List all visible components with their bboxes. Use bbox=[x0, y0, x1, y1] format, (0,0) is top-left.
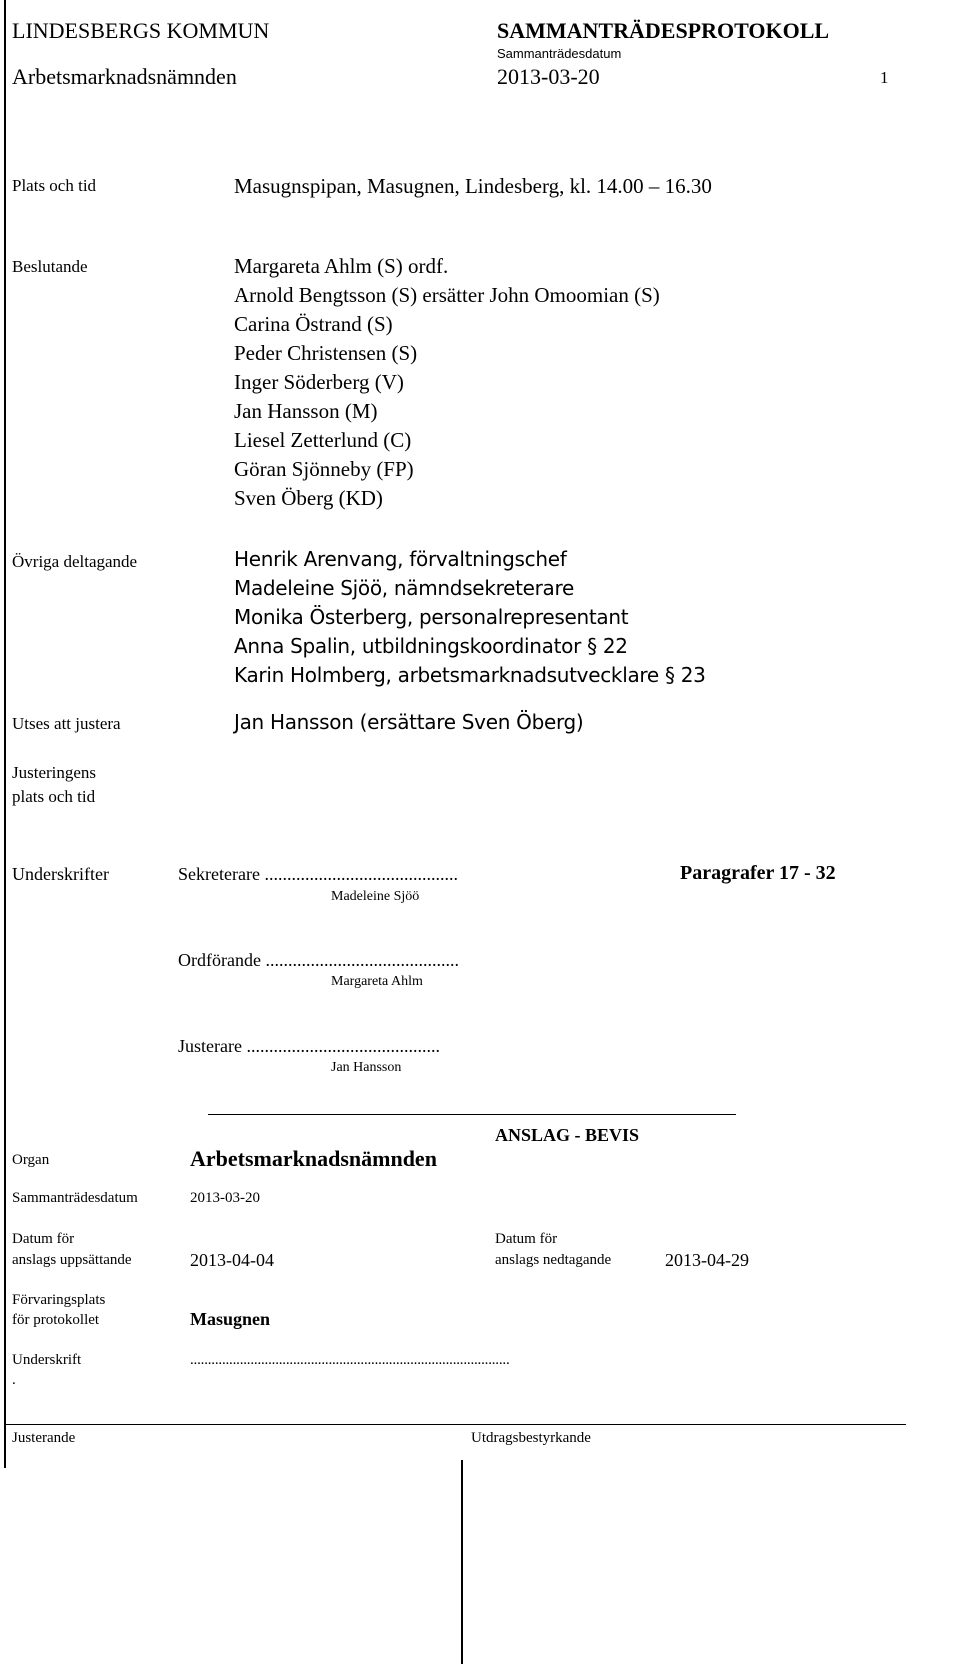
municipality-name: LINDESBERGS KOMMUN bbox=[12, 18, 270, 43]
others-label: Övriga deltagande bbox=[12, 552, 138, 571]
adjuster-name: Jan Hansson bbox=[331, 1060, 402, 1075]
other-participant-item: Karin Holmberg, arbetsmarknadsutvecklare § 23 bbox=[234, 663, 706, 687]
meeting-date: 2013-03-20 bbox=[497, 64, 600, 89]
adjust-place-label-line2: plats och tid bbox=[12, 787, 96, 806]
decider-item: Carina Östrand (S) bbox=[234, 312, 393, 336]
decider-item: Arnold Bengtsson (S) ersätter John Omoomian (S) bbox=[234, 283, 660, 307]
document-type: SAMMANTRÄDESPROTOKOLL bbox=[497, 18, 830, 43]
place-label: Plats och tid bbox=[12, 176, 97, 195]
adjuster-signature-line: Justerare ........................................... bbox=[178, 1036, 440, 1056]
signatures-label: Underskrifter bbox=[12, 864, 109, 884]
other-participant-item: Monika Österberg, personalrepresentant bbox=[234, 605, 629, 629]
place-value: Masugnspipan, Masugnen, Lindesberg, kl. 14.00 – 16.30 bbox=[234, 174, 712, 198]
posted-date-label-line2: anslags uppsättande bbox=[12, 1252, 132, 1268]
secretary-name: Madeleine Sjöö bbox=[331, 889, 420, 904]
anslag-title: ANSLAG - BEVIS bbox=[495, 1125, 640, 1145]
decider-item: Peder Christensen (S) bbox=[234, 341, 418, 365]
decider-item: Margareta Ahlm (S) ordf. bbox=[234, 254, 449, 278]
chair-signature-line: Ordförande ........................................... bbox=[178, 950, 459, 970]
certifying-label: Utdragsbestyrkande bbox=[471, 1430, 591, 1446]
signature-line: .......................................................................................... bbox=[190, 1352, 510, 1368]
committee-name: Arbetsmarknadsnämnden bbox=[12, 64, 237, 89]
storage-label-line1: Förvaringsplats bbox=[12, 1292, 106, 1308]
removed-date-label-line1: Datum för bbox=[495, 1231, 558, 1247]
footer-divider bbox=[461, 1460, 463, 1664]
page-number: 1 bbox=[880, 68, 889, 87]
others-list bbox=[234, 545, 706, 690]
removed-date-label-line2: anslags nedtagande bbox=[495, 1252, 612, 1268]
secretary-signature-line: Sekreterare ........................................... bbox=[178, 864, 458, 884]
adjuster-label: Utses att justera bbox=[12, 714, 121, 733]
paragraphs-range: Paragrafer 17 - 32 bbox=[680, 862, 836, 884]
storage-value: Masugnen bbox=[190, 1309, 271, 1329]
meeting-date-label: Sammanträdesdatum bbox=[12, 1190, 138, 1206]
signature-label: Underskrift bbox=[12, 1352, 82, 1368]
footer-separator bbox=[4, 1424, 906, 1425]
decider-item: Liesel Zetterlund (C) bbox=[234, 428, 412, 452]
removed-date-value: 2013-04-29 bbox=[665, 1250, 749, 1270]
decider-item: Göran Sjönneby (FP) bbox=[234, 457, 414, 481]
organ-value: Arbetsmarknadsnämnden bbox=[190, 1146, 437, 1171]
adjuster-value: Jan Hansson (ersättare Sven Öberg) bbox=[234, 710, 584, 734]
meeting-date-caption: Sammanträdesdatum bbox=[497, 46, 622, 61]
meeting-date-value: 2013-03-20 bbox=[190, 1190, 260, 1206]
decider-item: Jan Hansson (M) bbox=[234, 399, 378, 423]
stray-dot: . bbox=[12, 1372, 16, 1388]
anslag-separator bbox=[208, 1114, 736, 1115]
adjusting-label: Justerande bbox=[12, 1430, 76, 1446]
deciders-label: Beslutande bbox=[12, 257, 88, 276]
chair-name: Margareta Ahlm bbox=[331, 974, 423, 989]
other-participant-item: Madeleine Sjöö, nämndsekreterare bbox=[234, 576, 574, 600]
left-border bbox=[4, 0, 6, 1468]
storage-label-line2: för protokollet bbox=[12, 1312, 100, 1328]
adjust-place-label-line1: Justeringens bbox=[12, 763, 97, 782]
organ-label: Organ bbox=[12, 1152, 50, 1168]
other-participant-item: Anna Spalin, utbildningskoordinator § 22 bbox=[234, 634, 628, 658]
posted-date-label-line1: Datum för bbox=[12, 1231, 75, 1247]
deciders-list bbox=[234, 252, 660, 513]
other-participant-item: Henrik Arenvang, förvaltningschef bbox=[234, 547, 567, 571]
decider-item: Inger Söderberg (V) bbox=[234, 370, 404, 394]
decider-item: Sven Öberg (KD) bbox=[234, 486, 383, 510]
posted-date-value: 2013-04-04 bbox=[190, 1250, 274, 1270]
